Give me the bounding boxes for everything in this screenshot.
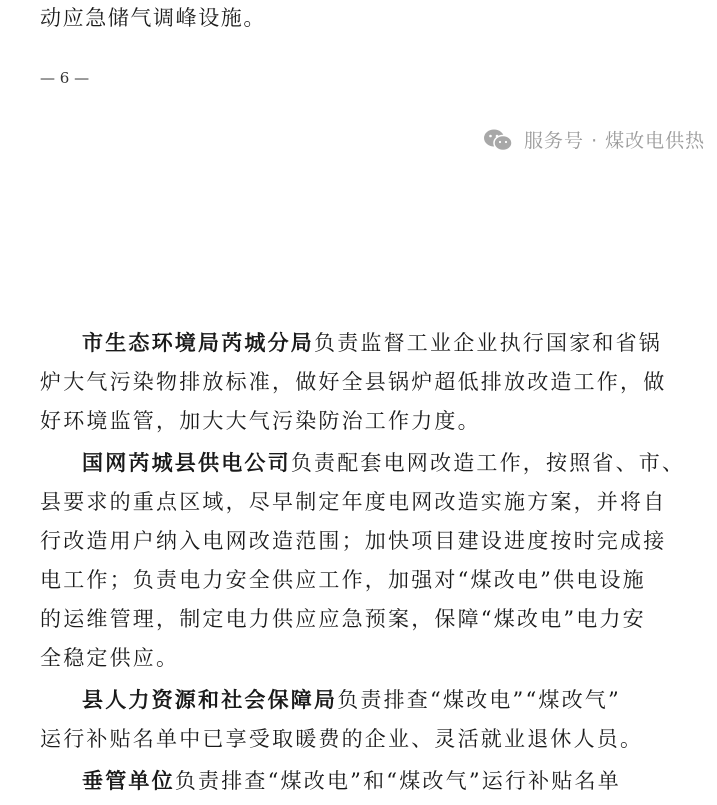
para4-bold-org: 垂管单位: [82, 768, 175, 793]
para1-line1: 市生态环境局芮城分局负责监督工业企业执行国家和省锅: [82, 330, 662, 355]
para2-line2: 县要求的重点区域，尽早制定年度电网改造实施方案，并将自: [40, 490, 667, 514]
para2-bold-org: 国网芮城县供电公司: [82, 450, 291, 475]
wechat-icon: [483, 130, 524, 152]
para2-line1: 国网芮城县供电公司负责配套电网改造工作，按照省、市、: [82, 450, 686, 475]
para3-bold-org: 县人力资源和社会保障局: [82, 687, 338, 712]
para1-line2: 炉大气污染物排放标准，做好全县锅炉超低排放改造工作，做: [40, 370, 667, 394]
para4-line1: 垂管单位负责排查“煤改电”和“煤改气”运行补贴名单: [82, 768, 621, 793]
para2-line4: 电工作；负责电力安全供应工作，加强对“煤改电”供电设施: [40, 568, 646, 592]
watermark: [483, 126, 705, 153]
para3-line2: 运行补贴名单中已享受取暖费的企业、灵活就业退休人员。: [40, 727, 644, 751]
top-line: 动应急储气调峰设施。: [40, 6, 266, 30]
page-number: — 6 —: [40, 69, 90, 87]
para1-bold-org: 市生态环境局芮城分局: [82, 330, 314, 355]
para2-line6: 全稳定供应。: [40, 646, 180, 670]
para3-line1: 县人力资源和社会保障局负责排查“煤改电”“煤改气”: [82, 687, 621, 712]
watermark-text: 服务号 · 煤改电供热: [524, 130, 706, 152]
para2-line3: 行改造用户纳入电网改造范围；加快项目建设进度按时完成接: [40, 529, 667, 553]
para1-line3: 好环境监管，加大大气污染防治工作力度。: [40, 409, 481, 433]
para2-line5: 的运维管理，制定电力供应应急预案，保障“煤改电”电力安: [40, 607, 646, 631]
